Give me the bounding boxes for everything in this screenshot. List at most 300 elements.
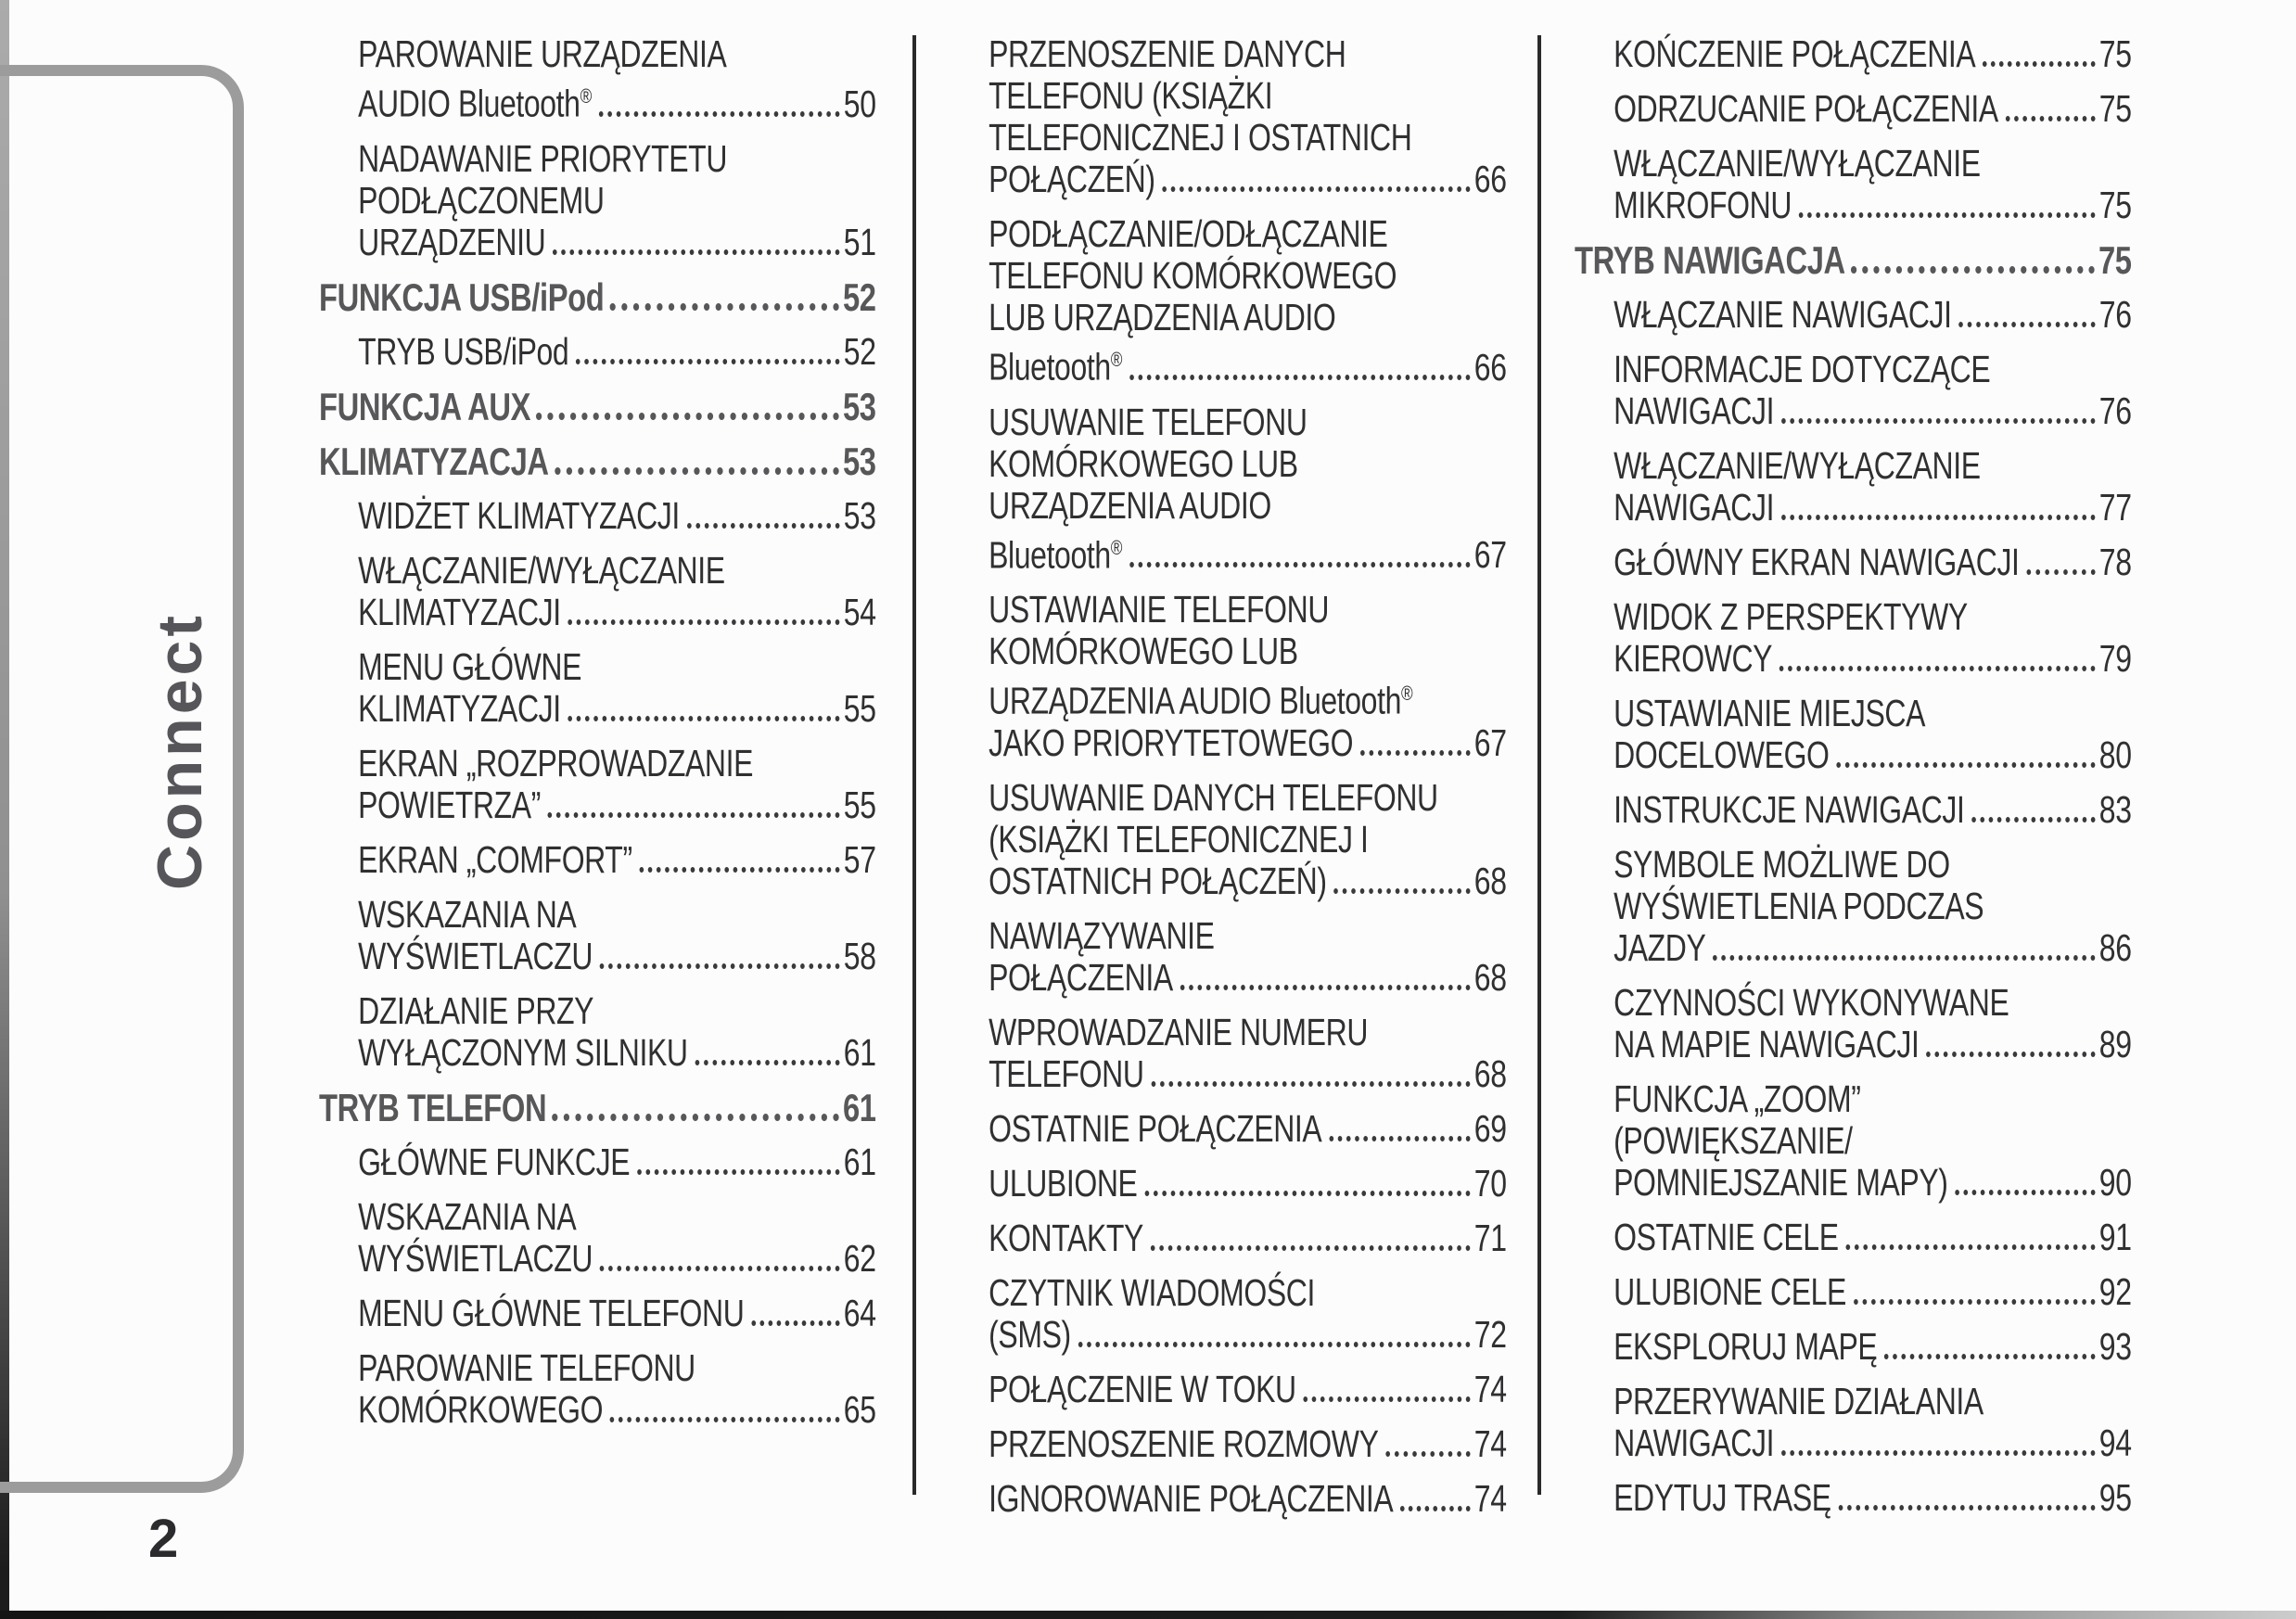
dot-leader [1304, 1396, 1471, 1402]
toc-line: USUWANIE DANYCH TELEFONU [989, 775, 1438, 819]
page-bottom-edge [0, 1611, 2296, 1619]
page-ref: 67 [1473, 720, 1507, 764]
dot-leader [1958, 321, 2095, 327]
page-ref: 66 [1473, 345, 1507, 389]
dot-leader [610, 302, 839, 311]
dot-leader [1180, 984, 1471, 990]
toc-entry [1575, 1477, 2132, 1519]
dot-leader [1884, 1353, 2096, 1359]
toc-line [319, 495, 876, 537]
page-ref: 65 [843, 1387, 876, 1431]
dot-leader [1151, 1244, 1471, 1251]
toc-entry [950, 213, 1507, 389]
toc-line [319, 936, 876, 977]
toc-entry-title: NAWIGACJI [1614, 1421, 1775, 1464]
dot-leader [751, 1319, 840, 1326]
toc-line [950, 1217, 1507, 1259]
toc-entry-title: WIDŻET KLIMATYZACJI [358, 493, 680, 537]
toc-entry [950, 1217, 1507, 1259]
toc-line [950, 1163, 1507, 1205]
page-ref: 64 [843, 1291, 876, 1334]
page-number: 2 [148, 1509, 179, 1569]
toc-entry [319, 276, 876, 318]
toc-line: USUWANIE TELEFONU [989, 400, 1307, 443]
toc-entry [950, 777, 1507, 902]
toc-line [950, 860, 1507, 902]
toc-line: (POWIĘKSZANIE/ [1614, 1119, 1853, 1162]
toc-entry [1575, 33, 2132, 75]
dot-leader [637, 1168, 840, 1175]
dot-leader [600, 1265, 840, 1271]
page-ref: 53 [843, 493, 876, 537]
toc-entry [1575, 693, 2132, 776]
toc-line [950, 338, 1507, 389]
page-ref: 74 [1473, 1421, 1507, 1465]
toc-entry [319, 1293, 876, 1334]
dot-leader [1845, 1243, 2095, 1250]
page-ref: 70 [1473, 1161, 1507, 1205]
toc-entry-title: NAWIGACJI [1614, 486, 1775, 529]
toc-line [1575, 1217, 2132, 1258]
chapter-label: Connect [145, 612, 215, 890]
toc-line [319, 1293, 876, 1334]
toc-entry-title: EKRAN „COMFORT” [358, 837, 632, 881]
toc-line [1575, 1162, 2132, 1204]
toc-line [1575, 294, 2132, 336]
toc-line [319, 1032, 876, 1074]
dot-leader [1926, 1051, 2096, 1057]
dot-leader [553, 249, 840, 255]
toc-entry [1575, 445, 2132, 529]
page-ref: 74 [1473, 1367, 1507, 1410]
toc-entry-title: Bluetooth® [989, 345, 1123, 389]
toc-line [1575, 638, 2132, 680]
column-divider-2 [1537, 35, 1541, 1495]
dot-leader [1713, 954, 2096, 961]
dot-leader [1971, 816, 2096, 822]
toc-entry [1575, 1381, 2132, 1464]
toc-entry [319, 495, 876, 537]
toc-line [319, 276, 876, 318]
toc-entry-title: GŁÓWNE FUNKCJE [358, 1140, 631, 1183]
toc-line: USTAWIANIE MIEJSCA [1614, 692, 1926, 734]
toc-entry-title: JAZDY [1614, 926, 1706, 969]
registered-trademark: ® [1110, 535, 1123, 559]
toc-line [1575, 1326, 2132, 1368]
toc-line [319, 784, 876, 826]
toc-line: CZYNNOŚCI WYKONYWANE [1614, 981, 2009, 1024]
toc-line [1575, 239, 2132, 281]
page-ref: 61 [843, 1030, 876, 1074]
toc-entry [1575, 542, 2132, 583]
dot-leader [640, 866, 840, 873]
toc-entry [1575, 349, 2132, 432]
toc-line: WPROWADZANIE NUMERU [989, 1010, 1369, 1053]
toc-entry [950, 1012, 1507, 1095]
page-ref: 66 [1473, 158, 1507, 200]
toc-line: PRZERYWANIE DZIAŁANIA [1614, 1380, 1983, 1422]
toc-line [950, 1314, 1507, 1356]
toc-line [1575, 1271, 2132, 1313]
toc-line: WŁĄCZANIE/WYŁĄCZANIE [358, 548, 725, 592]
toc-entry-title: GŁÓWNY EKRAN NAWIGACJI [1614, 541, 2020, 583]
toc-entry-title: WYŁĄCZONYM SILNIKU [358, 1030, 688, 1074]
toc-entry-title: OSTATNIE POŁĄCZENIA [989, 1106, 1322, 1150]
toc-line: WŁĄCZANIE/WYŁĄCZANIE [1614, 142, 1981, 185]
toc-entry-title: WYŚWIETLACZU [358, 934, 593, 977]
dot-leader [1983, 60, 2096, 67]
toc-line [319, 1087, 876, 1128]
page-ref: 77 [2098, 486, 2132, 529]
toc-line [1575, 1422, 2132, 1464]
dot-leader [1400, 1505, 1471, 1511]
toc-entry-title: WYŚWIETLACZU [358, 1236, 593, 1280]
toc-line: WSKAZANIA NA [358, 892, 577, 936]
toc-entry-title: JAKO PRIORYTETOWEGO [989, 720, 1354, 764]
toc-line [319, 222, 876, 263]
toc-line [950, 159, 1507, 200]
registered-trademark: ® [1110, 348, 1123, 371]
toc-entry [950, 1369, 1507, 1410]
page-ref: 54 [843, 590, 876, 633]
dot-leader [1839, 1504, 2096, 1511]
dot-leader [1129, 374, 1471, 380]
toc-line [1575, 927, 2132, 969]
toc-entry [319, 1087, 876, 1128]
page-ref: 94 [2098, 1421, 2132, 1464]
toc-entry-title: FUNKCJA USB/iPod [319, 274, 605, 319]
toc-entry [319, 550, 876, 633]
dot-leader [2026, 568, 2096, 575]
page-ref: 93 [2098, 1325, 2132, 1368]
toc-entry [1575, 1271, 2132, 1313]
page-ref: 72 [1473, 1312, 1507, 1356]
page-ref: 71 [1473, 1216, 1507, 1259]
toc-line [950, 1478, 1507, 1520]
toc-entry [319, 894, 876, 977]
page-ref: 75 [2098, 184, 2132, 226]
page-ref: 68 [1473, 955, 1507, 999]
toc-entry [1575, 1217, 2132, 1258]
dot-leader [695, 1059, 840, 1065]
toc-entry [319, 990, 876, 1074]
toc-line: WSKAZANIA NA [358, 1194, 577, 1238]
toc-entry-title: TRYB TELEFON [319, 1085, 547, 1129]
dot-leader [1329, 1135, 1471, 1141]
toc-line: MENU GŁÓWNE [358, 644, 582, 688]
dot-leader [600, 962, 840, 969]
toc-line: (KSIĄŻKI TELEFONICZNEJ I [989, 817, 1369, 860]
toc-entry-title: URZĄDZENIU [358, 220, 546, 263]
page-ref: 95 [2098, 1476, 2132, 1519]
dot-leader [548, 811, 840, 818]
page-ref: 62 [843, 1236, 876, 1280]
page-ref: 83 [2098, 788, 2132, 831]
page-ref: 86 [2098, 926, 2132, 969]
toc-column-3 [1575, 33, 2132, 1532]
toc-entry-title: NAWIGACJI [1614, 389, 1775, 432]
toc-line [950, 1423, 1507, 1465]
toc-line [319, 1389, 876, 1431]
toc-line [1575, 185, 2132, 226]
toc-entry-title: NA MAPIE NAWIGACJI [1614, 1023, 1920, 1065]
toc-line [950, 1108, 1507, 1150]
toc-line [950, 1053, 1507, 1095]
dot-leader [2006, 115, 2096, 121]
toc-entry-title: KOŃCZENIE POŁĄCZENIA [1614, 32, 1976, 75]
dot-leader [610, 1416, 840, 1422]
dot-leader [1781, 514, 2096, 520]
toc-entry [950, 33, 1507, 200]
toc-entry [319, 743, 876, 826]
dot-leader [1144, 1190, 1471, 1196]
toc-entry-title: OSTATNICH POŁĄCZEŃ) [989, 859, 1327, 902]
toc-line [950, 1369, 1507, 1410]
dot-leader [1799, 211, 2096, 218]
dot-leader [1078, 1341, 1471, 1347]
toc-line: KOMÓRKOWEGO LUB [989, 630, 1298, 673]
page-ref: 67 [1473, 533, 1507, 577]
page-ref: 76 [2098, 293, 2132, 336]
page-ref: 57 [843, 837, 876, 881]
toc-line: SYMBOLE MOŻLIWE DO [1614, 843, 1950, 886]
toc-entry-title: EDYTUJ TRASĘ [1614, 1476, 1831, 1519]
toc-entry-title: ULUBIONE CELE [1614, 1270, 1846, 1313]
dot-leader [536, 412, 839, 420]
toc-entry-title: KOMÓRKOWEGO [358, 1387, 604, 1431]
page-ref: 69 [1473, 1106, 1507, 1150]
toc-line [319, 1238, 876, 1280]
toc-entry [1575, 88, 2132, 130]
registered-trademark: ® [580, 84, 593, 108]
toc-entry [319, 1141, 876, 1183]
dot-leader [1129, 561, 1471, 567]
toc-entry-title: POMNIEJSZANIE MAPY) [1614, 1161, 1948, 1204]
dot-leader [1779, 665, 2096, 671]
toc-entry [1575, 239, 2132, 281]
toc-entry-title: KIEROWCY [1614, 637, 1773, 680]
toc-entry [950, 915, 1507, 999]
toc-entry [1575, 789, 2132, 831]
toc-entry-title: FUNKCJA AUX [319, 384, 531, 428]
toc-line: WYŚWIETLENIA PODCZAS [1614, 885, 1984, 927]
page-ref: 61 [842, 1085, 876, 1129]
toc-entry [319, 1347, 876, 1431]
toc-line: FUNKCJA „ZOOM” [1614, 1077, 1861, 1120]
page-ref: 89 [2098, 1023, 2132, 1065]
page-ref: 50 [843, 82, 876, 125]
dot-leader [599, 110, 840, 117]
toc-line [319, 839, 876, 881]
toc-entry-title: POWIETRZA” [358, 783, 541, 826]
toc-line: PAROWANIE TELEFONU [358, 1345, 695, 1389]
toc-line [319, 386, 876, 427]
dot-leader [1385, 1450, 1471, 1457]
toc-line [1575, 1477, 2132, 1519]
toc-entry [1575, 1078, 2132, 1204]
toc-line: INFORMACJE DOTYCZĄCE [1614, 348, 1991, 390]
toc-line: URZĄDZENIA AUDIO [989, 483, 1271, 527]
toc-entry [1575, 294, 2132, 336]
page-ref: 52 [842, 274, 876, 319]
toc-entry-title: POŁĄCZEŃ) [989, 158, 1155, 200]
toc-line [319, 331, 876, 373]
page-ref: 53 [842, 439, 876, 483]
toc-entry-title: MENU GŁÓWNE TELEFONU [358, 1291, 745, 1334]
dot-leader [1162, 185, 1470, 192]
toc-line [319, 75, 876, 125]
toc-entry [950, 1478, 1507, 1520]
toc-entry [319, 646, 876, 730]
toc-line: TELEFONICZNEJ I OSTATNICH [989, 116, 1412, 159]
toc-entry-title: (SMS) [989, 1312, 1071, 1356]
toc-entry [950, 1423, 1507, 1465]
toc-entry [319, 386, 876, 427]
toc-entry [1575, 1326, 2132, 1368]
toc-line: LUB URZĄDZENIA AUDIO [989, 296, 1336, 338]
toc-entry-title: ODRZUCANIE POŁĄCZENIA [1614, 87, 1998, 130]
toc-entry [319, 331, 876, 373]
toc-entry [1575, 844, 2132, 969]
toc-entry-title: TELEFONU [989, 1052, 1144, 1095]
toc-line [950, 722, 1507, 764]
page-ref: 58 [843, 934, 876, 977]
toc-entry [950, 402, 1507, 577]
dot-leader [1955, 1189, 2096, 1195]
toc-entry-title: AUDIO Bluetooth® [358, 82, 593, 125]
dot-leader [1781, 1449, 2096, 1456]
toc-entry [319, 440, 876, 482]
dot-leader [1836, 761, 2096, 768]
toc-line [319, 592, 876, 633]
page-ref: 79 [2098, 637, 2132, 680]
toc-line [319, 440, 876, 482]
toc-entry-title: PRZENOSZENIE ROZMOWY [989, 1421, 1379, 1465]
page-ref: 52 [843, 329, 876, 373]
dot-leader [1333, 887, 1470, 894]
toc-line [1575, 88, 2132, 130]
page-ref: 51 [843, 220, 876, 263]
page-ref: 53 [842, 384, 876, 428]
toc-line: KOMÓRKOWEGO LUB [989, 441, 1298, 485]
toc-entry-title: EKSPLORUJ MAPĘ [1614, 1325, 1878, 1368]
toc-line: WIDOK Z PERSPEKTYWY [1614, 595, 1968, 638]
toc-entry-title: KLIMATYZACJI [358, 590, 561, 633]
toc-entry [319, 1196, 876, 1280]
toc-entry-title: KONTAKTY [989, 1216, 1143, 1259]
dot-leader [1851, 265, 2095, 274]
toc-line: PRZENOSZENIE DANYCH [989, 32, 1346, 75]
page-ref: 74 [1473, 1476, 1507, 1520]
toc-line: TELEFONU (KSIĄŻKI [989, 74, 1273, 117]
dot-leader [555, 466, 839, 475]
toc-line [1575, 390, 2132, 432]
toc-entry-title: DOCELOWEGO [1614, 733, 1830, 776]
toc-entry-title: POŁĄCZENIE W TOKU [989, 1367, 1296, 1410]
toc-entry-title: ULUBIONE [989, 1161, 1138, 1205]
toc-entry [1575, 596, 2132, 680]
toc-line: NAWIĄZYWANIE [989, 913, 1215, 957]
toc-entry [319, 138, 876, 263]
page-ref: 75 [2098, 87, 2132, 130]
toc-line: PAROWANIE URZĄDZENIA [358, 32, 727, 75]
toc-entry [319, 33, 876, 125]
toc-line [1575, 734, 2132, 776]
toc-entry-title: OSTATNIE CELE [1614, 1216, 1839, 1258]
dot-leader [1151, 1080, 1471, 1087]
page-ref: 55 [843, 783, 876, 826]
toc-line: DZIAŁANIE PRZY [358, 988, 594, 1032]
page-ref: 75 [2098, 238, 2132, 282]
page-ref: 90 [2098, 1161, 2132, 1204]
page-ref: 78 [2098, 541, 2132, 583]
toc-line: EKRAN „ROZPROWADZANIE [358, 741, 754, 784]
toc-entry-title: MIKROFONU [1614, 184, 1792, 226]
registered-trademark: ® [1400, 682, 1413, 706]
dot-leader [1360, 749, 1471, 756]
toc-entry [950, 1272, 1507, 1356]
toc-line: URZĄDZENIA AUDIO Bluetooth® [989, 679, 1413, 722]
dot-leader [576, 358, 840, 364]
toc-line [1575, 1024, 2132, 1065]
toc-entry [950, 1163, 1507, 1205]
toc-line [1575, 789, 2132, 831]
page-ref: 61 [843, 1140, 876, 1183]
toc-line: CZYTNIK WIADOMOŚCI [989, 1270, 1315, 1314]
toc-entry-title: TRYB USB/iPod [358, 329, 569, 373]
dot-leader [568, 618, 840, 625]
toc-entry-title: WŁĄCZANIE NAWIGACJI [1614, 293, 1952, 336]
page-ref: 91 [2098, 1216, 2132, 1258]
toc-entry-title: KLIMATYZACJA [319, 439, 549, 483]
toc-line [1575, 33, 2132, 75]
page-ref: 75 [2098, 32, 2132, 75]
toc-line: WŁĄCZANIE/WYŁĄCZANIE [1614, 444, 1981, 487]
toc-entry [1575, 982, 2132, 1065]
toc-column-2 [950, 33, 1507, 1533]
page-ref: 68 [1473, 1052, 1507, 1095]
toc-line [950, 957, 1507, 999]
column-divider-1 [912, 35, 916, 1495]
toc-line [319, 1141, 876, 1183]
dot-leader [687, 522, 840, 529]
toc-line: PODŁĄCZONEMU [358, 178, 605, 222]
page-ref: 80 [2098, 733, 2132, 776]
dot-leader [553, 1113, 840, 1121]
dot-leader [1781, 417, 2096, 424]
toc-entry-title: IGNOROWANIE POŁĄCZENIA [989, 1476, 1394, 1520]
toc-line [319, 688, 876, 730]
toc-entry-title: POŁĄCZENIA [989, 955, 1173, 999]
page-ref: 92 [2098, 1270, 2132, 1313]
dot-leader [568, 715, 840, 721]
toc-entry [950, 589, 1507, 764]
toc-line: PODŁĄCZANIE/ODŁĄCZANIE [989, 212, 1388, 255]
dot-leader [1854, 1298, 2096, 1305]
toc-entry-title: KLIMATYZACJI [358, 686, 561, 730]
toc-line [1575, 487, 2132, 529]
toc-column-1 [319, 33, 876, 1444]
toc-entry-title: Bluetooth® [989, 533, 1123, 577]
page-ref: 68 [1473, 859, 1507, 902]
toc-line: NADAWANIE PRIORYTETU [358, 136, 728, 180]
toc-line: TELEFONU KOMÓRKOWEGO [989, 254, 1397, 297]
toc-line: USTAWIANIE TELEFONU [989, 588, 1330, 631]
toc-entry [319, 839, 876, 881]
toc-entry [1575, 143, 2132, 226]
page-ref: 55 [843, 686, 876, 730]
toc-entry [950, 1108, 1507, 1150]
